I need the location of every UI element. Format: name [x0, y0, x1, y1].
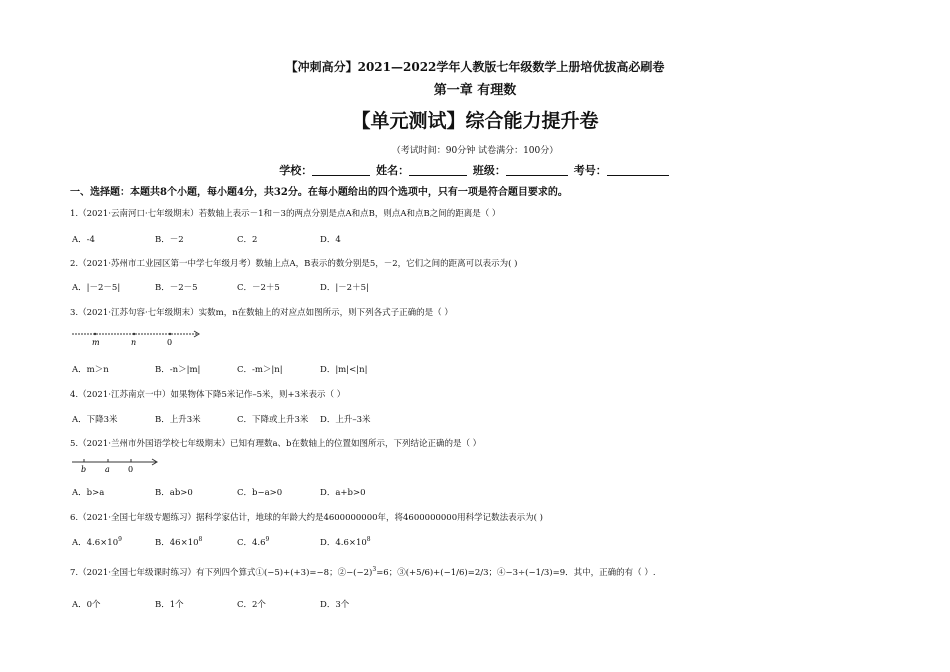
q6-option-b-exp: 8: [198, 536, 203, 544]
q6-option-c-exp: 9: [265, 536, 270, 544]
exam-number-blank: [607, 164, 669, 176]
q6-option-c-base: 4.6: [252, 538, 266, 548]
q1-option-c: C．2: [237, 235, 258, 245]
q5-option-b: B．ab>0: [155, 488, 193, 498]
school-label: 学校：: [279, 164, 313, 177]
q4-option-b: B．上升3米: [155, 415, 201, 425]
q5-label-b: b: [81, 465, 87, 474]
q6-option-c: [237, 536, 269, 548]
q5-label-0: 0: [128, 465, 134, 474]
section-title: 一、选择题：本题共8个小题，每小题4分，共32分。在每小题给出的四个选项中，只有一项是符合题目要求的。: [70, 187, 568, 198]
q6-option-d-base: 4.6×10: [335, 538, 367, 548]
q5-label-a: a: [105, 465, 110, 474]
q7-text-end: ．其中，正确的有（ ）.: [565, 568, 656, 578]
q3-option-d: D．|m|<|n|: [320, 365, 368, 375]
q3-label-m: m: [92, 338, 100, 347]
q6-option-a-exp: 9: [118, 536, 122, 544]
q6-option-b-prefix: B．: [155, 538, 170, 548]
q4-option-c: C．下降或上升3米: [237, 415, 309, 425]
q3-option-c: C．-m＞|n|: [237, 365, 283, 375]
exam-number-label: 考号：: [573, 164, 607, 177]
q3-point-n: [133, 333, 135, 335]
q3-label-0: 0: [167, 338, 173, 347]
exam-series-title: 【冲刺高分】2021—2022学年人教版七年级数学上册培优拔高必刷卷: [285, 60, 665, 74]
q2-option-a: A．|－2－5|: [72, 283, 121, 293]
class-blank: [506, 164, 568, 176]
q5-option-a: A．b>a: [72, 488, 105, 498]
q7-option-c: C．2个: [237, 600, 266, 610]
student-info-row: [0, 162, 950, 178]
name-label: 姓名：: [376, 164, 410, 177]
q1-option-b: B．－2: [155, 235, 184, 245]
q6-option-b-base: 46×10: [169, 538, 199, 548]
q7-expr-2: ；②−(−2): [329, 568, 373, 578]
q6-option-c-prefix: C．: [237, 538, 253, 548]
school-blank: [312, 164, 370, 176]
q1-option-a: A．-4: [72, 235, 95, 245]
q3-option-a: A．m＞n: [72, 365, 109, 375]
name-blank: [409, 164, 467, 176]
q6-option-b: [155, 536, 202, 548]
q6-option-a-base: 4.6×10: [86, 538, 119, 548]
q7-text-start: 7.（2021·全国七年级课时练习）有下列四个算式①: [70, 568, 264, 578]
q4-option-d: D．上升–3米: [320, 415, 371, 425]
q7-expr-2-exp: 3: [372, 566, 377, 574]
q1-option-d: D．4: [320, 235, 341, 245]
q2-option-c: C．－2＋5: [237, 283, 280, 293]
q3-label-n: n: [131, 338, 137, 347]
question-4-text: 4.（2021·江苏南京一中）如果物体下降5米记作–5米，则+3米表示（ ）: [70, 390, 346, 400]
q7-option-a: A．0个: [72, 600, 101, 610]
q7-option-b: B．1个: [155, 600, 184, 610]
q3-point-0: [169, 333, 171, 335]
q6-option-a: [72, 536, 122, 548]
q7-expr-1: (−5)+(+3)=−8: [263, 568, 330, 578]
question-1-text: 1.（2021·云南河口·七年级期末）若数轴上表示－1和－3的两点分别是点A和点B，则点A和点B之间的距离是（ ）: [70, 209, 501, 219]
q6-option-d-exp: 8: [366, 536, 371, 544]
question-3-text: 3.（2021·江苏句容·七年级期末）实数m，n在数轴上的对应点如图所示，则下列各式子正确的是（ ）: [70, 308, 453, 318]
q5-option-c: C．b−a>0: [237, 488, 283, 498]
q7-option-d: D．3个: [320, 600, 350, 610]
q4-option-a: A．下降3米: [72, 415, 118, 425]
class-label: 班级：: [472, 164, 506, 177]
q6-option-a-prefix: A．: [72, 538, 87, 548]
q3-number-line: [70, 326, 210, 348]
q6-option-d: [320, 536, 371, 548]
question-6-text: 6.（2021·全国七年级专题练习）据科学家估计，地球的年龄大约是4600000000年，将4600000000用科学记数法表示为( ): [70, 513, 543, 523]
question-2-text: 2.（2021·苏州市工业园区第一中学七年级月考）数轴上点A，B表示的数分别是5，－2，它们之间的距离可以表示为( ): [70, 259, 518, 269]
q3-point-m: [94, 333, 96, 335]
q2-option-b: B．－2－5: [155, 283, 198, 293]
q3-option-b: B．-n＞|m|: [155, 365, 201, 375]
q7-expr-3-label: ；③: [388, 568, 406, 578]
q7-expr-4: ；④−3÷(−1/3)=9: [488, 568, 566, 578]
q2-option-d: D．|－2＋5|: [320, 283, 369, 293]
q5-number-line: [70, 455, 170, 477]
q7-expr-3: (+5/6)+(−1/6)=2/3: [405, 568, 489, 578]
chapter-title: 第一章 有理数: [433, 83, 517, 98]
q7-expr-2-rest: =6: [376, 568, 389, 578]
question-5-text: 5.（2021·兰州市外国语学校七年级期末）已知有理数a、b在数轴上的位置如图所示，下列结论正确的是（ ）: [70, 439, 482, 449]
exam-title: 【单元测试】综合能力提升卷: [351, 110, 599, 132]
q5-option-d: D．a+b>0: [320, 488, 366, 498]
exam-meta: （考试时间：90分钟 试卷满分：100分）: [391, 146, 559, 156]
question-7-text: [70, 566, 656, 578]
q6-option-d-prefix: D．: [320, 538, 336, 548]
